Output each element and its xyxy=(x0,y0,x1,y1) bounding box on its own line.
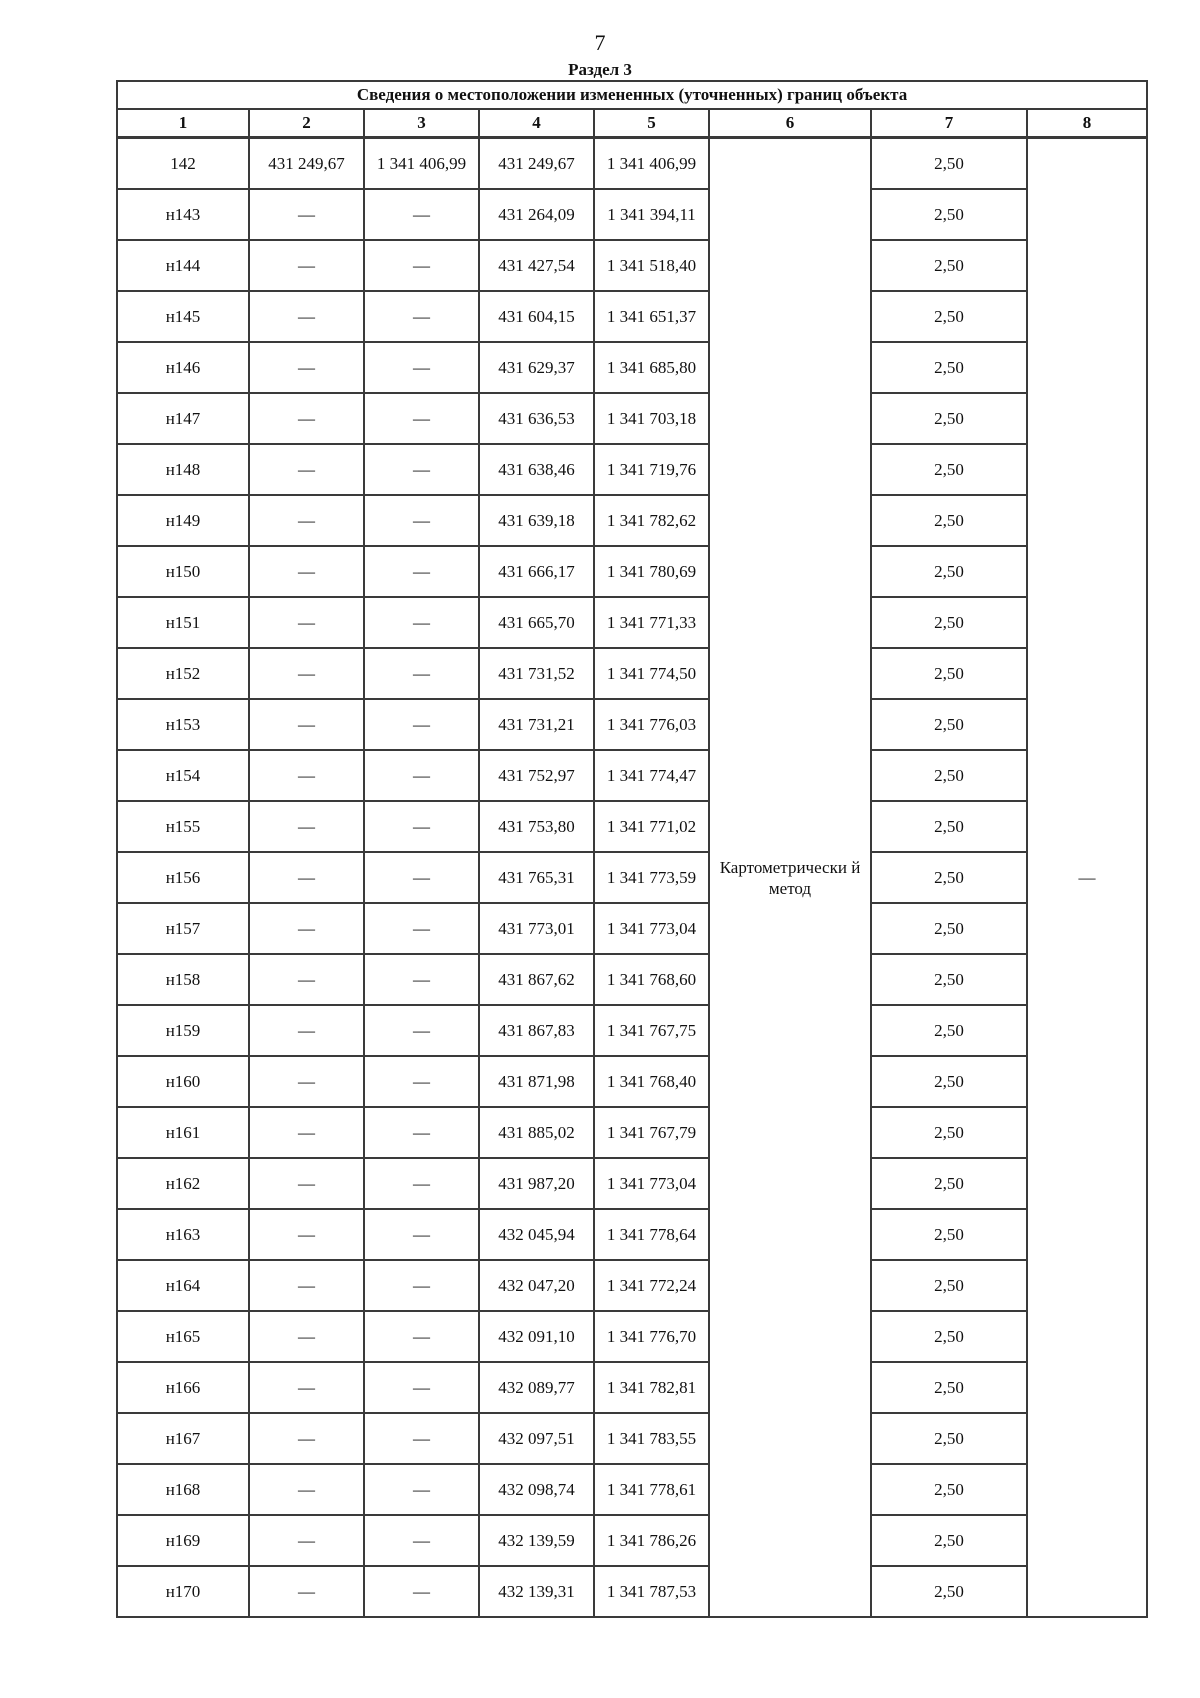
y-new-cell: 1 341 778,61 xyxy=(594,1464,709,1515)
y-old-cell: — xyxy=(364,1260,479,1311)
point-number-cell: 142 xyxy=(117,138,249,190)
x-new-cell: 431 629,37 xyxy=(479,342,594,393)
point-number-cell: н145 xyxy=(117,291,249,342)
y-new-cell: 1 341 783,55 xyxy=(594,1413,709,1464)
accuracy-cell: 2,50 xyxy=(871,750,1027,801)
x-old-cell: — xyxy=(249,1158,364,1209)
y-new-cell: 1 341 651,37 xyxy=(594,291,709,342)
point-number-cell: н161 xyxy=(117,1107,249,1158)
y-old-cell: — xyxy=(364,750,479,801)
y-old-cell: — xyxy=(364,546,479,597)
table-row xyxy=(117,240,1147,291)
table-row xyxy=(117,495,1147,546)
table-row xyxy=(117,1209,1147,1260)
accuracy-cell: 2,50 xyxy=(871,291,1027,342)
y-new-cell: 1 341 778,64 xyxy=(594,1209,709,1260)
x-new-cell: 432 098,74 xyxy=(479,1464,594,1515)
point-number-cell: н143 xyxy=(117,189,249,240)
column-header: 4 xyxy=(479,109,594,138)
point-number-cell: н160 xyxy=(117,1056,249,1107)
y-new-cell: 1 341 768,60 xyxy=(594,954,709,1005)
x-old-cell: — xyxy=(249,801,364,852)
accuracy-cell: 2,50 xyxy=(871,1158,1027,1209)
x-new-cell: 431 636,53 xyxy=(479,393,594,444)
table-row xyxy=(117,1566,1147,1617)
x-old-cell: — xyxy=(249,1107,364,1158)
x-new-cell: 431 731,52 xyxy=(479,648,594,699)
y-old-cell: — xyxy=(364,699,479,750)
table-row xyxy=(117,954,1147,1005)
accuracy-cell: 2,50 xyxy=(871,1362,1027,1413)
table-row xyxy=(117,852,1147,903)
x-new-cell: 432 089,77 xyxy=(479,1362,594,1413)
x-new-cell: 431 987,20 xyxy=(479,1158,594,1209)
table-row xyxy=(117,1311,1147,1362)
y-new-cell: 1 341 787,53 xyxy=(594,1566,709,1617)
y-old-cell: — xyxy=(364,393,479,444)
accuracy-cell: 2,50 xyxy=(871,1209,1027,1260)
column-header: 6 xyxy=(709,109,871,138)
column-header: 8 xyxy=(1027,109,1147,138)
y-new-cell: 1 341 772,24 xyxy=(594,1260,709,1311)
y-old-cell: — xyxy=(364,189,479,240)
x-new-cell: 431 427,54 xyxy=(479,240,594,291)
y-new-cell: 1 341 773,04 xyxy=(594,903,709,954)
column-header: 5 xyxy=(594,109,709,138)
y-old-cell: — xyxy=(364,1413,479,1464)
x-new-cell: 431 753,80 xyxy=(479,801,594,852)
table-row xyxy=(117,1464,1147,1515)
x-old-cell: — xyxy=(249,1260,364,1311)
y-new-cell: 1 341 767,79 xyxy=(594,1107,709,1158)
y-new-cell: 1 341 780,69 xyxy=(594,546,709,597)
point-number-cell: н146 xyxy=(117,342,249,393)
y-old-cell: — xyxy=(364,1464,479,1515)
y-new-cell: 1 341 685,80 xyxy=(594,342,709,393)
y-old-cell: — xyxy=(364,291,479,342)
point-number-cell: н149 xyxy=(117,495,249,546)
column-header-row xyxy=(117,109,1147,138)
point-number-cell: н159 xyxy=(117,1005,249,1056)
point-number-cell: н166 xyxy=(117,1362,249,1413)
x-old-cell: — xyxy=(249,1566,364,1617)
point-number-cell: н154 xyxy=(117,750,249,801)
y-new-cell: 1 341 782,81 xyxy=(594,1362,709,1413)
accuracy-cell: 2,50 xyxy=(871,495,1027,546)
point-number-cell: н165 xyxy=(117,1311,249,1362)
accuracy-cell: 2,50 xyxy=(871,954,1027,1005)
y-old-cell: — xyxy=(364,1362,479,1413)
accuracy-cell: 2,50 xyxy=(871,903,1027,954)
point-number-cell: н163 xyxy=(117,1209,249,1260)
y-old-cell: — xyxy=(364,1005,479,1056)
y-new-cell: 1 341 719,76 xyxy=(594,444,709,495)
y-new-cell: 1 341 773,04 xyxy=(594,1158,709,1209)
x-old-cell: — xyxy=(249,1005,364,1056)
x-old-cell: 431 249,67 xyxy=(249,138,364,190)
x-new-cell: 431 264,09 xyxy=(479,189,594,240)
accuracy-cell: 2,50 xyxy=(871,1260,1027,1311)
table-row xyxy=(117,393,1147,444)
accuracy-cell: 2,50 xyxy=(871,342,1027,393)
y-new-cell: 1 341 776,03 xyxy=(594,699,709,750)
accuracy-cell: 2,50 xyxy=(871,393,1027,444)
x-old-cell: — xyxy=(249,648,364,699)
x-old-cell: — xyxy=(249,1209,364,1260)
point-number-cell: н155 xyxy=(117,801,249,852)
y-old-cell: — xyxy=(364,1209,479,1260)
y-old-cell: — xyxy=(364,1056,479,1107)
accuracy-cell: 2,50 xyxy=(871,1566,1027,1617)
y-old-cell: — xyxy=(364,1158,479,1209)
table-caption: Сведения о местоположении измененных (уточненных) границ объекта xyxy=(117,81,1147,109)
accuracy-cell: 2,50 xyxy=(871,1515,1027,1566)
y-old-cell: — xyxy=(364,1566,479,1617)
x-new-cell: 431 765,31 xyxy=(479,852,594,903)
x-old-cell: — xyxy=(249,750,364,801)
x-old-cell: — xyxy=(249,1362,364,1413)
point-number-cell: н156 xyxy=(117,852,249,903)
y-old-cell: — xyxy=(364,495,479,546)
x-old-cell: — xyxy=(249,444,364,495)
table-caption-row xyxy=(117,81,1147,109)
page-number: 7 xyxy=(594,30,606,55)
x-new-cell: 432 139,59 xyxy=(479,1515,594,1566)
point-number-cell: н162 xyxy=(117,1158,249,1209)
y-old-cell: — xyxy=(364,1515,479,1566)
x-new-cell: 431 752,97 xyxy=(479,750,594,801)
x-new-cell: 431 871,98 xyxy=(479,1056,594,1107)
table-row xyxy=(117,699,1147,750)
x-old-cell: — xyxy=(249,1311,364,1362)
table-row xyxy=(117,138,1147,190)
point-number-cell: н157 xyxy=(117,903,249,954)
x-new-cell: 432 097,51 xyxy=(479,1413,594,1464)
x-old-cell: — xyxy=(249,291,364,342)
table-row xyxy=(117,597,1147,648)
accuracy-cell: 2,50 xyxy=(871,189,1027,240)
x-old-cell: — xyxy=(249,1464,364,1515)
x-new-cell: 431 885,02 xyxy=(479,1107,594,1158)
x-old-cell: — xyxy=(249,546,364,597)
point-number-cell: н144 xyxy=(117,240,249,291)
table-row xyxy=(117,444,1147,495)
y-old-cell: — xyxy=(364,852,479,903)
x-old-cell: — xyxy=(249,240,364,291)
y-new-cell: 1 341 776,70 xyxy=(594,1311,709,1362)
point-number-cell: н169 xyxy=(117,1515,249,1566)
x-new-cell: 432 091,10 xyxy=(479,1311,594,1362)
point-number-cell: н164 xyxy=(117,1260,249,1311)
determination-method-cell: Картометрически й метод xyxy=(709,138,871,1618)
x-new-cell: 431 249,67 xyxy=(479,138,594,190)
y-old-cell: — xyxy=(364,903,479,954)
table-row xyxy=(117,1362,1147,1413)
point-number-cell: н153 xyxy=(117,699,249,750)
y-old-cell: — xyxy=(364,1107,479,1158)
point-number-cell: н158 xyxy=(117,954,249,1005)
accuracy-cell: 2,50 xyxy=(871,1107,1027,1158)
point-number-cell: н151 xyxy=(117,597,249,648)
x-old-cell: — xyxy=(249,393,364,444)
table-row xyxy=(117,801,1147,852)
table-row xyxy=(117,342,1147,393)
y-old-cell: — xyxy=(364,597,479,648)
x-old-cell: — xyxy=(249,189,364,240)
table-row xyxy=(117,1158,1147,1209)
y-old-cell: — xyxy=(364,954,479,1005)
x-old-cell: — xyxy=(249,852,364,903)
x-new-cell: 431 867,83 xyxy=(479,1005,594,1056)
point-number-cell: н167 xyxy=(117,1413,249,1464)
y-new-cell: 1 341 518,40 xyxy=(594,240,709,291)
accuracy-cell: 2,50 xyxy=(871,597,1027,648)
point-number-cell: н168 xyxy=(117,1464,249,1515)
accuracy-cell: 2,50 xyxy=(871,801,1027,852)
column-header: 3 xyxy=(364,109,479,138)
table-row xyxy=(117,750,1147,801)
x-old-cell: — xyxy=(249,699,364,750)
x-old-cell: — xyxy=(249,342,364,393)
point-number-cell: н152 xyxy=(117,648,249,699)
x-old-cell: — xyxy=(249,954,364,1005)
table-row xyxy=(117,1005,1147,1056)
x-old-cell: — xyxy=(249,1056,364,1107)
accuracy-cell: 2,50 xyxy=(871,648,1027,699)
section-title: Раздел 3 xyxy=(568,60,632,79)
table-row xyxy=(117,648,1147,699)
y-new-cell: 1 341 774,50 xyxy=(594,648,709,699)
y-old-cell: 1 341 406,99 xyxy=(364,138,479,190)
accuracy-cell: 2,50 xyxy=(871,699,1027,750)
accuracy-cell: 2,50 xyxy=(871,546,1027,597)
x-new-cell: 431 867,62 xyxy=(479,954,594,1005)
x-old-cell: — xyxy=(249,1413,364,1464)
table-row xyxy=(117,1056,1147,1107)
table-row xyxy=(117,1413,1147,1464)
y-new-cell: 1 341 771,02 xyxy=(594,801,709,852)
x-new-cell: 431 731,21 xyxy=(479,699,594,750)
x-new-cell: 431 666,17 xyxy=(479,546,594,597)
column-header: 2 xyxy=(249,109,364,138)
accuracy-cell: 2,50 xyxy=(871,138,1027,190)
table-row xyxy=(117,1515,1147,1566)
accuracy-cell: 2,50 xyxy=(871,852,1027,903)
y-old-cell: — xyxy=(364,240,479,291)
x-new-cell: 431 665,70 xyxy=(479,597,594,648)
column-header: 7 xyxy=(871,109,1027,138)
column-header: 1 xyxy=(117,109,249,138)
y-new-cell: 1 341 394,11 xyxy=(594,189,709,240)
y-old-cell: — xyxy=(364,444,479,495)
point-number-cell: н148 xyxy=(117,444,249,495)
x-new-cell: 432 047,20 xyxy=(479,1260,594,1311)
table-row xyxy=(117,1107,1147,1158)
table-row xyxy=(117,903,1147,954)
y-new-cell: 1 341 768,40 xyxy=(594,1056,709,1107)
table-row xyxy=(117,189,1147,240)
table-row xyxy=(117,1260,1147,1311)
x-new-cell: 431 773,01 xyxy=(479,903,594,954)
accuracy-cell: 2,50 xyxy=(871,1413,1027,1464)
point-number-cell: н170 xyxy=(117,1566,249,1617)
x-old-cell: — xyxy=(249,495,364,546)
accuracy-cell: 2,50 xyxy=(871,1464,1027,1515)
y-old-cell: — xyxy=(364,648,479,699)
x-old-cell: — xyxy=(249,597,364,648)
y-new-cell: 1 341 773,59 xyxy=(594,852,709,903)
table-row xyxy=(117,546,1147,597)
x-new-cell: 431 639,18 xyxy=(479,495,594,546)
y-new-cell: 1 341 782,62 xyxy=(594,495,709,546)
y-new-cell: 1 341 774,47 xyxy=(594,750,709,801)
accuracy-cell: 2,50 xyxy=(871,240,1027,291)
x-new-cell: 431 638,46 xyxy=(479,444,594,495)
y-new-cell: 1 341 767,75 xyxy=(594,1005,709,1056)
y-old-cell: — xyxy=(364,801,479,852)
x-new-cell: 432 045,94 xyxy=(479,1209,594,1260)
accuracy-cell: 2,50 xyxy=(871,444,1027,495)
point-number-cell: н147 xyxy=(117,393,249,444)
table-body xyxy=(117,81,1147,1617)
y-new-cell: 1 341 786,26 xyxy=(594,1515,709,1566)
y-new-cell: 1 341 771,33 xyxy=(594,597,709,648)
accuracy-cell: 2,50 xyxy=(871,1311,1027,1362)
column-8-cell: — xyxy=(1027,138,1147,1618)
point-number-cell: н150 xyxy=(117,546,249,597)
accuracy-cell: 2,50 xyxy=(871,1005,1027,1056)
accuracy-cell: 2,50 xyxy=(871,1056,1027,1107)
y-new-cell: 1 341 703,18 xyxy=(594,393,709,444)
x-old-cell: — xyxy=(249,1515,364,1566)
x-new-cell: 432 139,31 xyxy=(479,1566,594,1617)
boundary-coordinates-table xyxy=(116,80,1148,1618)
x-new-cell: 431 604,15 xyxy=(479,291,594,342)
table-row xyxy=(117,291,1147,342)
y-old-cell: — xyxy=(364,342,479,393)
x-old-cell: — xyxy=(249,903,364,954)
y-new-cell: 1 341 406,99 xyxy=(594,138,709,190)
y-old-cell: — xyxy=(364,1311,479,1362)
